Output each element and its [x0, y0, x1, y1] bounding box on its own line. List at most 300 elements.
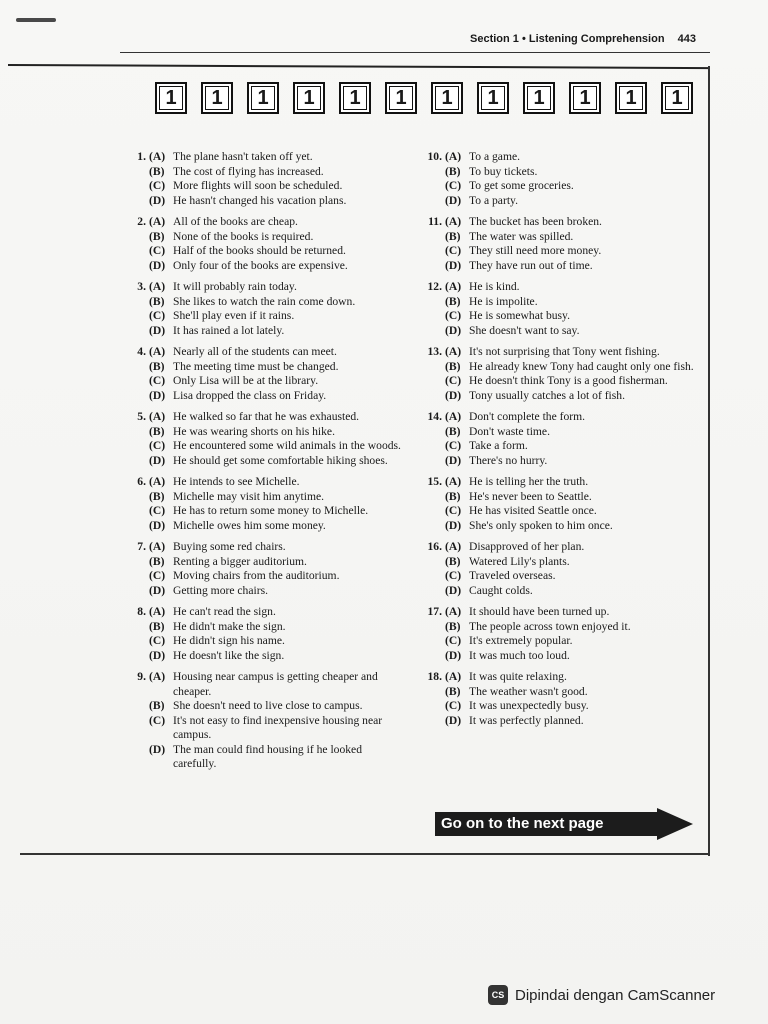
option-text: It's not easy to find inexpensive housing near campus.	[173, 713, 383, 741]
question-number	[130, 360, 149, 375]
option-text: Moving chairs from the auditorium.	[173, 569, 340, 582]
option-text: He has to return some money to Michelle.	[173, 504, 369, 517]
section-box	[477, 82, 509, 114]
option-text: He walked so far that he was exhausted.	[173, 410, 360, 423]
section-box	[569, 82, 601, 114]
option-text: He doesn't think Tony is a good fisherman.	[469, 374, 668, 387]
question-number	[130, 519, 149, 534]
question-number: 14.	[427, 410, 442, 423]
answer-option	[130, 634, 405, 649]
question-number	[420, 374, 445, 389]
question-number	[420, 295, 445, 310]
answer-option	[420, 150, 695, 165]
question-item	[130, 280, 405, 338]
option-text: He doesn't like the sign.	[173, 648, 285, 662]
option-text: Watered Lily's plants.	[469, 554, 570, 568]
section-box-number: 1	[389, 86, 413, 110]
answer-option	[420, 309, 695, 324]
option-text: They still need more money.	[469, 244, 602, 257]
question-number: 5.	[137, 410, 146, 423]
option-letter: (A)	[149, 540, 166, 553]
answer-option	[420, 439, 695, 454]
option-letter: (A)	[445, 540, 462, 553]
answer-option	[420, 490, 695, 505]
option-text: The weather wasn't good.	[469, 684, 588, 698]
question-number	[420, 504, 445, 519]
option-text: Disapproved of her plan.	[469, 540, 585, 553]
option-text: He encountered some wild animals in the woods.	[173, 439, 401, 452]
answer-option	[420, 194, 695, 209]
question-item	[130, 410, 405, 468]
question-number	[420, 309, 445, 324]
option-letter: (D)	[149, 518, 166, 532]
question-item	[130, 150, 405, 208]
scan-corner-mark	[16, 18, 56, 22]
answer-option	[420, 324, 695, 339]
option-text: None of the books is required.	[173, 229, 314, 243]
question-number: 4.	[137, 345, 146, 358]
option-text: He should get some comfortable hiking shoes.	[173, 453, 388, 467]
answer-option	[130, 504, 405, 519]
option-letter: (C)	[445, 244, 462, 257]
answer-option	[420, 374, 695, 389]
option-text: She's only spoken to him once.	[469, 518, 613, 532]
question-item	[420, 280, 695, 338]
question-number: 11.	[428, 215, 442, 228]
option-text: It was quite relaxing.	[469, 670, 567, 683]
option-letter: (A)	[445, 150, 462, 163]
question-item	[420, 410, 695, 468]
option-text: He didn't sign his name.	[173, 634, 285, 647]
option-text: He is telling her the truth.	[469, 475, 589, 488]
answer-option	[420, 519, 695, 534]
section-box	[661, 82, 693, 114]
question-item	[130, 475, 405, 533]
option-letter: (D)	[445, 583, 462, 597]
option-letter: (C)	[149, 504, 166, 517]
option-letter: (C)	[445, 699, 462, 712]
answer-option	[420, 605, 695, 620]
question-number	[420, 519, 445, 534]
question-number	[130, 374, 149, 389]
option-text: She doesn't need to live close to campus.	[173, 699, 363, 712]
answer-option	[130, 194, 405, 209]
option-text: Don't waste time.	[469, 424, 550, 438]
section-box-number: 1	[665, 86, 689, 110]
question-number	[420, 439, 445, 454]
answer-option	[420, 410, 695, 425]
option-text: There's no hurry.	[469, 453, 548, 467]
question-number: 9.	[137, 670, 146, 683]
arrow-right-icon	[657, 808, 693, 840]
answer-option	[130, 425, 405, 440]
answer-option	[130, 280, 405, 295]
option-text: Tony usually catches a lot of fish.	[469, 388, 625, 402]
option-text: He is somewhat busy.	[469, 309, 571, 322]
option-letter: (A)	[445, 475, 462, 488]
option-letter: (D)	[445, 518, 462, 532]
header-rule	[120, 52, 710, 53]
option-text: It's extremely popular.	[469, 634, 573, 647]
option-letter: (D)	[149, 648, 166, 662]
right-border-rule	[708, 66, 710, 856]
option-text: Michelle owes him some money.	[173, 518, 326, 532]
question-number	[420, 179, 445, 194]
answer-option	[130, 150, 405, 165]
question-number: 3.	[137, 280, 146, 293]
option-letter: (B)	[149, 554, 165, 568]
section-box-number: 1	[205, 86, 229, 110]
option-text: The man could find housing if he looked carefully.	[173, 742, 363, 770]
answer-option	[130, 699, 405, 714]
option-letter: (C)	[445, 439, 462, 452]
question-item	[420, 215, 695, 273]
answer-option	[130, 649, 405, 664]
section-box-number: 1	[527, 86, 551, 110]
question-number: 10.	[427, 150, 442, 163]
option-letter: (D)	[445, 388, 462, 402]
question-item	[420, 345, 695, 403]
option-letter: (A)	[149, 345, 166, 358]
section-box	[247, 82, 279, 114]
questions-left-column	[130, 150, 405, 779]
question-number: 1.	[137, 150, 146, 163]
section-box-number: 1	[573, 86, 597, 110]
option-text: He already knew Tony had caught only one fish.	[469, 359, 694, 373]
answer-option	[420, 165, 695, 180]
section-box	[293, 82, 325, 114]
question-number	[130, 179, 149, 194]
answer-option	[130, 490, 405, 505]
answer-option	[420, 714, 695, 729]
option-text: Traveled overseas.	[469, 569, 556, 582]
answer-option	[420, 670, 695, 685]
answer-option	[420, 280, 695, 295]
answer-option	[130, 179, 405, 194]
answer-option	[130, 475, 405, 490]
page-number: 443	[677, 33, 696, 45]
section-box	[615, 82, 647, 114]
option-text: He didn't make the sign.	[173, 619, 286, 633]
question-number: 6.	[137, 475, 146, 488]
answer-option	[130, 540, 405, 555]
option-text: He hasn't changed his vacation plans.	[173, 193, 347, 207]
option-letter: (A)	[149, 670, 166, 683]
question-number	[130, 165, 149, 180]
answer-option	[420, 215, 695, 230]
answer-option	[130, 584, 405, 599]
option-text: She doesn't want to say.	[469, 323, 580, 337]
option-letter: (D)	[149, 193, 166, 207]
option-letter: (C)	[445, 569, 462, 582]
answer-option	[420, 425, 695, 440]
option-text: He has visited Seattle once.	[469, 504, 597, 517]
section-box	[155, 82, 187, 114]
option-text: Buying some red chairs.	[173, 540, 286, 553]
option-text: Caught colds.	[469, 583, 533, 597]
option-letter: (C)	[149, 309, 166, 322]
option-letter: (A)	[149, 215, 166, 228]
answer-option	[130, 410, 405, 425]
answer-option	[130, 620, 405, 635]
option-text: He is impolite.	[469, 294, 538, 308]
option-text: It was unexpectedly busy.	[469, 699, 589, 712]
question-number	[420, 244, 445, 259]
go-next-page-label: Go on to the next page	[435, 812, 657, 836]
question-number: 16.	[427, 540, 442, 553]
question-number: 18.	[427, 670, 442, 683]
section-box	[385, 82, 417, 114]
option-letter: (D)	[445, 453, 462, 467]
question-number	[130, 584, 149, 599]
question-number	[130, 439, 149, 454]
section-box-number: 1	[619, 86, 643, 110]
question-item	[420, 475, 695, 533]
option-text: Only four of the books are expensive.	[173, 258, 348, 272]
option-text: It was much too loud.	[469, 648, 570, 662]
answer-option	[420, 360, 695, 375]
question-number	[130, 743, 149, 772]
option-letter: (B)	[149, 164, 165, 178]
answer-option	[420, 345, 695, 360]
option-letter: (C)	[445, 634, 462, 647]
answer-option	[420, 179, 695, 194]
question-number	[130, 230, 149, 245]
option-text: Take a form.	[469, 439, 528, 452]
question-number	[420, 425, 445, 440]
question-number	[420, 259, 445, 274]
question-number: 15.	[427, 475, 442, 488]
option-letter: (D)	[149, 388, 166, 402]
answer-option	[130, 743, 405, 772]
answer-option	[130, 454, 405, 469]
question-number	[420, 194, 445, 209]
question-number	[420, 454, 445, 469]
option-text: All of the books are cheap.	[173, 215, 298, 228]
option-text: The plane hasn't taken off yet.	[173, 150, 313, 163]
option-letter: (A)	[445, 345, 462, 358]
answer-option	[420, 555, 695, 570]
answer-option	[420, 259, 695, 274]
option-letter: (B)	[445, 619, 461, 633]
question-number	[420, 360, 445, 375]
section-box-number: 1	[297, 86, 321, 110]
answer-option	[420, 699, 695, 714]
option-text: She likes to watch the rain come down.	[173, 294, 356, 308]
option-letter: (A)	[445, 410, 462, 423]
question-number	[420, 584, 445, 599]
question-item	[420, 605, 695, 663]
question-item	[130, 215, 405, 273]
answer-option	[130, 519, 405, 534]
answer-option	[420, 685, 695, 700]
answer-option	[420, 475, 695, 490]
option-text: He intends to see Michelle.	[173, 475, 300, 488]
section-box-number: 1	[251, 86, 275, 110]
option-text: Nearly all of the students can meet.	[173, 345, 337, 358]
question-item	[130, 605, 405, 663]
answer-option	[130, 324, 405, 339]
section-box-number: 1	[159, 86, 183, 110]
go-next-page-arrow	[435, 808, 693, 840]
option-letter: (D)	[445, 258, 462, 272]
answer-option	[130, 569, 405, 584]
section-title: Section 1 • Listening Comprehension	[470, 33, 665, 45]
option-letter: (D)	[149, 742, 166, 756]
option-letter: (C)	[149, 179, 166, 192]
question-number	[130, 555, 149, 570]
answer-option	[130, 259, 405, 274]
question-number	[130, 634, 149, 649]
option-text: To get some groceries.	[469, 179, 574, 192]
option-letter: (B)	[149, 359, 165, 373]
answer-option	[420, 569, 695, 584]
option-text: The cost of flying has increased.	[173, 164, 324, 178]
answer-option	[420, 230, 695, 245]
question-item	[130, 345, 405, 403]
option-letter: (B)	[445, 489, 461, 503]
answer-option	[130, 439, 405, 454]
question-number	[420, 230, 445, 245]
question-number	[420, 699, 445, 714]
question-number: 2.	[137, 215, 146, 228]
option-text: Only Lisa will be at the library.	[173, 374, 319, 387]
option-text: Half of the books should be returned.	[173, 244, 346, 257]
question-number	[130, 389, 149, 404]
question-item	[130, 670, 405, 772]
option-letter: (D)	[445, 713, 462, 727]
option-text: She'll play even if it rains.	[173, 309, 295, 322]
question-number	[130, 324, 149, 339]
answer-option	[130, 215, 405, 230]
option-letter: (B)	[445, 554, 461, 568]
question-number: 8.	[137, 605, 146, 618]
question-number	[130, 244, 149, 259]
question-number	[130, 295, 149, 310]
option-letter: (B)	[149, 489, 165, 503]
option-letter: (B)	[149, 699, 165, 712]
answer-option	[420, 244, 695, 259]
answer-option	[420, 634, 695, 649]
section-box-number: 1	[481, 86, 505, 110]
question-number	[130, 620, 149, 635]
option-letter: (B)	[445, 424, 461, 438]
option-text: It will probably rain today.	[173, 280, 297, 293]
section-box	[431, 82, 463, 114]
question-number	[130, 259, 149, 274]
option-letter: (C)	[149, 713, 166, 727]
question-number	[130, 454, 149, 469]
option-text: It should have been turned up.	[469, 605, 610, 618]
answer-option	[420, 540, 695, 555]
question-number	[130, 714, 149, 743]
answer-option	[130, 605, 405, 620]
answer-option	[420, 504, 695, 519]
option-letter: (C)	[149, 374, 166, 387]
answer-option	[130, 295, 405, 310]
option-letter: (C)	[445, 309, 462, 322]
answer-option	[130, 670, 405, 699]
answer-option	[130, 555, 405, 570]
option-text: The people across town enjoyed it.	[469, 619, 631, 633]
option-letter: (C)	[149, 244, 166, 257]
question-number	[420, 649, 445, 664]
answer-option	[130, 714, 405, 743]
answer-option	[420, 295, 695, 310]
option-letter: (D)	[149, 258, 166, 272]
option-text: He was wearing shorts on his hike.	[173, 424, 335, 438]
option-text: He can't read the sign.	[173, 605, 276, 618]
option-letter: (A)	[445, 280, 462, 293]
option-letter: (C)	[149, 439, 166, 452]
question-number	[420, 620, 445, 635]
question-number	[130, 504, 149, 519]
question-number: 7.	[137, 540, 146, 553]
section-box-number: 1	[343, 86, 367, 110]
option-letter: (B)	[445, 684, 461, 698]
question-number	[130, 649, 149, 664]
answer-option	[130, 165, 405, 180]
option-text: To buy tickets.	[469, 164, 538, 178]
option-letter: (C)	[445, 504, 462, 517]
option-letter: (B)	[445, 229, 461, 243]
option-text: The bucket has been broken.	[469, 215, 602, 228]
option-letter: (B)	[445, 294, 461, 308]
option-text: Housing near campus is getting cheaper and cheaper.	[173, 670, 378, 698]
option-text: It was perfectly planned.	[469, 713, 584, 727]
question-number	[130, 699, 149, 714]
question-number	[420, 490, 445, 505]
option-letter: (D)	[445, 323, 462, 337]
option-letter: (D)	[149, 323, 166, 337]
option-letter: (C)	[445, 179, 462, 192]
scanner-watermark-text: Dipindai dengan CamScanner	[515, 986, 716, 1004]
answer-option	[130, 309, 405, 324]
option-text: Michelle may visit him anytime.	[173, 489, 325, 503]
option-text: It's not surprising that Tony went fishing.	[469, 345, 660, 358]
camscanner-logo-icon: CS	[488, 985, 508, 1005]
option-letter: (A)	[149, 475, 166, 488]
questions-right-column	[420, 150, 695, 735]
question-number	[420, 634, 445, 649]
option-letter: (B)	[445, 164, 461, 178]
answer-option	[130, 244, 405, 259]
option-text: Lisa dropped the class on Friday.	[173, 388, 327, 402]
option-letter: (D)	[149, 583, 166, 597]
option-letter: (A)	[445, 215, 462, 228]
question-number	[420, 685, 445, 700]
answer-option	[420, 454, 695, 469]
option-text: To a game.	[469, 150, 521, 163]
option-letter: (A)	[149, 605, 166, 618]
option-letter: (B)	[149, 424, 165, 438]
option-letter: (A)	[149, 280, 166, 293]
question-item	[420, 150, 695, 208]
question-number	[130, 569, 149, 584]
option-text: They have run out of time.	[469, 258, 593, 272]
question-item	[130, 540, 405, 598]
scanner-watermark	[488, 985, 715, 1005]
question-item	[420, 670, 695, 728]
option-letter: (B)	[445, 359, 461, 373]
question-number: 17.	[427, 605, 442, 618]
top-border-rule	[8, 64, 710, 69]
option-text: He's never been to Seattle.	[469, 489, 592, 503]
option-letter: (A)	[149, 150, 166, 163]
answer-option	[130, 360, 405, 375]
option-text: He is kind.	[469, 280, 520, 293]
option-letter: (D)	[445, 193, 462, 207]
